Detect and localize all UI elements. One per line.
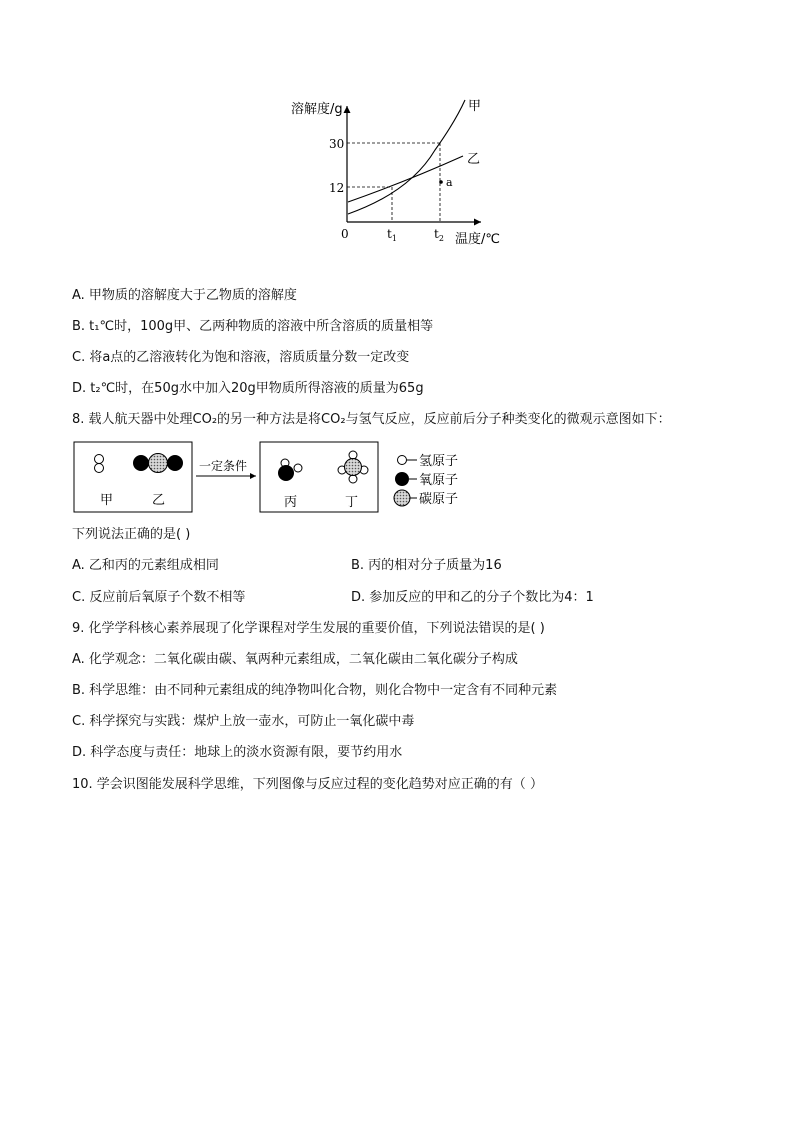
q9-option-a: A. 化学观念：二氧化碳由碳、氧两种元素组成，二氧化碳由二氧化碳分子构成 — [72, 652, 518, 667]
origin-label: 0 — [341, 227, 349, 241]
q9-stem: 9. 化学学科核心素养展现了化学课程对学生发展的重要价值，下列说法错误的是( ) — [72, 621, 545, 636]
solubility-graph — [285, 92, 515, 252]
q8-option-a: A. 乙和丙的元素组成相同 — [72, 558, 219, 573]
arrow-condition: 一定条件 — [199, 459, 248, 473]
q10-stem: 10. 学会识图能发展科学思维，下列图像与反应过程的变化趋势对应正确的有（ ） — [72, 777, 543, 792]
svg-text:氧原子: 氧原子 — [419, 473, 459, 488]
point-a — [439, 180, 443, 184]
label-jia: 甲 — [100, 493, 114, 508]
label-ding: 丁 — [345, 495, 359, 510]
q7-option-c: C. 将a点的乙溶液转化为饱和溶液，溶质质量分数一定改变 — [72, 350, 410, 365]
label-yi: 乙 — [152, 493, 166, 508]
svg-text:碳原子: 碳原子 — [419, 492, 459, 507]
q9-option-c: C. 科学探究与实践：煤炉上放一壶水，可防止一氧化碳中毒 — [72, 714, 415, 729]
molecule-co2 — [133, 454, 183, 473]
label-bing: 丙 — [284, 495, 298, 510]
q8-option-d: D. 参加反应的甲和乙的分子个数比为4：1 — [351, 590, 594, 605]
product-box — [260, 442, 378, 512]
point-a-label: a — [446, 176, 453, 189]
legend-hydrogen — [398, 454, 459, 469]
q8-stem: 8. 载人航天器中处理CO₂的另一种方法是将CO₂与氢气反应，反应前后分子种类变化的微观示意图如下： — [72, 412, 671, 427]
molecule-h2o — [278, 459, 302, 481]
x-axis-label: 温度/℃ — [455, 232, 500, 247]
y-tick-30: 30 — [329, 137, 345, 151]
reactant-box — [74, 442, 192, 512]
x-tick-t2: $t_2$ — [434, 227, 444, 243]
q9-option-b: B. 科学思维：由不同种元素组成的纯净物叫化合物，则化合物中一定含有不同种元素 — [72, 683, 558, 698]
y-tick-12: 12 — [329, 181, 345, 195]
q8-option-c: C. 反应前后氧原子个数不相等 — [72, 590, 246, 605]
legend-carbon — [394, 490, 458, 507]
x-tick-t1: $t_1$ — [387, 227, 397, 243]
legend-oxygen — [395, 472, 458, 488]
q8-prompt: 下列说法正确的是( ) — [72, 527, 191, 542]
curve-label-jia: 甲 — [468, 99, 482, 114]
svg-text:氢原子: 氢原子 — [419, 454, 459, 469]
q7-option-b: B. t₁℃时，100g甲、乙两种物质的溶液中所含溶质的质量相等 — [72, 319, 434, 334]
reaction-diagram — [72, 440, 492, 520]
y-axis-label: 溶解度/g — [291, 102, 343, 117]
curve-jia — [348, 100, 465, 214]
q9-option-d: D. 科学态度与责任：地球上的淡水资源有限，要节约用水 — [72, 745, 403, 760]
curve-label-yi: 乙 — [467, 152, 481, 167]
q7-option-a: A. 甲物质的溶解度大于乙物质的溶解度 — [72, 288, 297, 303]
q8-option-b: B. 丙的相对分子质量为16 — [351, 558, 502, 573]
molecule-h2 — [95, 455, 104, 473]
molecule-ch4 — [338, 451, 368, 483]
q7-option-d: D. t₂℃时，在50g水中加入20g甲物质所得溶液的质量为65g — [72, 381, 424, 396]
